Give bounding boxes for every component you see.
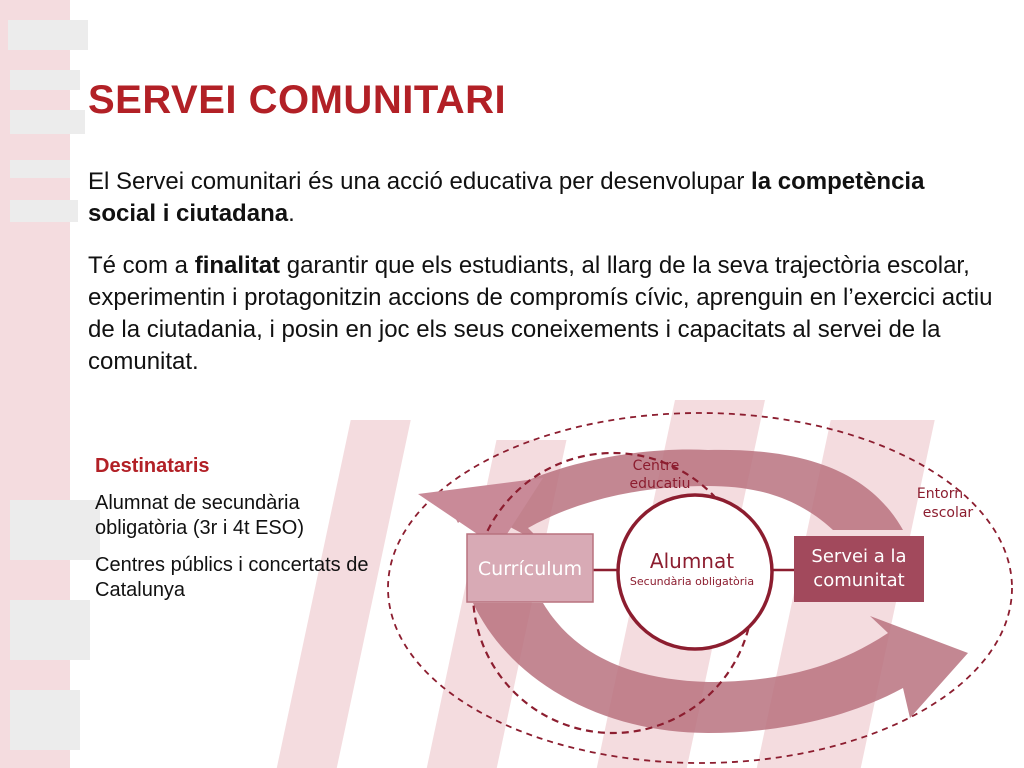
centre-educatiu-label-line2: educatiu xyxy=(629,476,691,492)
destinataris-title: Destinataris xyxy=(95,455,210,477)
entorn-label-line2: escolar xyxy=(922,505,974,521)
intro-p2-bold: finalitat xyxy=(194,252,281,279)
servei-label-line1: Servei a la xyxy=(811,546,907,567)
page-title: SERVEI COMUNITARI xyxy=(88,78,507,122)
intro-p2-text: Té com a xyxy=(88,252,195,279)
servei-label-line2: comunitat xyxy=(813,570,905,591)
destinataris-item: Alumnat de secundària obligatòria (3r i 4t ESO) xyxy=(95,492,304,539)
cycle-diagram xyxy=(378,398,1024,768)
destinataris-item: Centres públics i concertats de Catalunya xyxy=(95,554,369,601)
intro-p1-end: . xyxy=(288,200,295,227)
destinataris-section xyxy=(95,454,395,615)
intro-p1-text: El Servei comunitari és una acció educativa per desenvolupar xyxy=(88,168,752,195)
intro-paragraph-1 xyxy=(88,166,994,230)
alumnat-label: Alumnat xyxy=(649,549,735,573)
intro-box xyxy=(78,158,1004,398)
entorn-label-line1: Entorn xyxy=(916,486,964,502)
centre-educatiu-label-line1: Centre xyxy=(632,458,680,474)
curriculum-label: Currículum xyxy=(477,558,583,580)
intro-p2-rest: garantir que els estudiants, al llarg de la seva trajectòria escolar, experimentin i protagonitzin accions de compromís cívic, aprenguin en l’exercici actiu de la ciutadania, i posin en joc els seus coneixements i capacitats al servei de la comunitat. xyxy=(88,252,993,375)
intro-p1-bold: la competència social i ciutadana xyxy=(88,168,925,227)
intro-paragraph-2 xyxy=(88,250,994,378)
alumnat-sub-label: Secundària obligatòria xyxy=(629,575,755,588)
